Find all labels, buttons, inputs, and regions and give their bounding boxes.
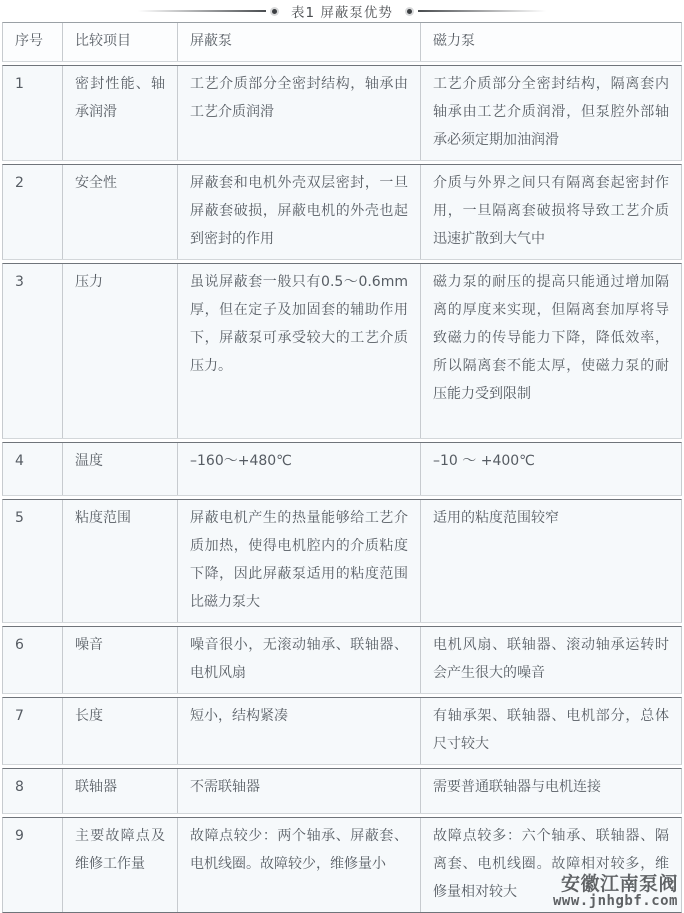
- comparison-item-cell: 粘度范围: [63, 500, 178, 622]
- magnetic-pump-cell: 电机风扇、联轴器、滚动轴承运转时会产生很大的噪音: [433, 636, 669, 681]
- magnetic-pump-cell: 有轴承架、联轴器、电机部分，总体尺寸较大: [433, 707, 669, 752]
- header-magnetic-pump: 磁力泵: [433, 33, 475, 49]
- table-row: [2, 164, 682, 260]
- page-title: 表1 屏蔽泵优势: [291, 5, 393, 21]
- table-row: [2, 768, 682, 814]
- table-row: [2, 65, 682, 161]
- canned-pump-cell: 工艺介质部分全密封结构，轴承由工艺介质润滑: [178, 66, 421, 160]
- canned-pump-cell: –160～+480℃: [178, 443, 421, 495]
- comparison-item-cell: 噪音: [63, 627, 178, 693]
- canned-pump-cell: 屏蔽电机产生的热量能够给工艺介质加热，使得电机腔内的介质粘度下降，因此屏蔽泵适用的粘度范围比磁力泵大: [178, 500, 421, 622]
- comparison-item-cell: 压力: [63, 264, 178, 438]
- table-row: [2, 817, 682, 913]
- title-dot-left-icon: [272, 9, 277, 14]
- row-number-cell: 8: [3, 769, 63, 813]
- table-row: [2, 499, 682, 623]
- watermark-url: www.jnhgbf.com: [552, 893, 678, 910]
- table-title-bar: [2, 0, 682, 22]
- comparison-item-cell: 密封性能、轴承润滑: [63, 66, 178, 160]
- magnetic-pump-cell: 介质与外界之间只有隔离套起密封作用，一旦隔离套破损将导致工艺介质迅速扩散到大气中: [433, 174, 669, 247]
- comparison-item-cell: 温度: [63, 443, 178, 495]
- comparison-item-cell: 长度: [63, 698, 178, 764]
- canned-pump-cell: 故障点较少：两个轴承、屏蔽套、电机线圈。故障较少，维修量小: [178, 818, 421, 912]
- magnetic-pump-cell: 适用的粘度范围较窄: [433, 509, 559, 526]
- table-row: [2, 697, 682, 765]
- header-item: 比较项目: [63, 23, 178, 61]
- title-rule-left: [138, 10, 266, 12]
- table-row: [2, 626, 682, 694]
- comparison-item-cell: 联轴器: [63, 769, 178, 813]
- comparison-table: [2, 22, 682, 913]
- row-number-cell: 3: [3, 264, 63, 438]
- title-rule-right: [418, 10, 546, 12]
- canned-pump-cell: 短小，结构紧凑: [178, 698, 421, 764]
- row-number-cell: 4: [3, 443, 63, 495]
- header-canned-pump: 屏蔽泵: [178, 23, 421, 61]
- canned-pump-cell: 噪音很小，无滚动轴承、联轴器、电机风扇: [178, 627, 421, 693]
- title-dot-right-icon: [407, 9, 412, 14]
- canned-pump-cell: 屏蔽套和电机外壳双层密封，一旦屏蔽套破损，屏蔽电机的外壳也起到密封的作用: [178, 165, 421, 259]
- row-number-cell: 6: [3, 627, 63, 693]
- canned-pump-cell: 不需联轴器: [178, 769, 421, 813]
- magnetic-pump-cell: 需要普通联轴器与电机连接: [433, 778, 601, 795]
- table-header-row: [2, 22, 682, 62]
- comparison-item-cell: 安全性: [63, 165, 178, 259]
- row-number-cell: 2: [3, 165, 63, 259]
- comparison-item-cell: 主要故障点及维修工作量: [63, 818, 178, 912]
- header-number: 序号: [3, 23, 63, 61]
- row-number-cell: 1: [3, 66, 63, 160]
- row-number-cell: 7: [3, 698, 63, 764]
- magnetic-pump-cell: –10 ～ +400℃: [433, 452, 535, 469]
- row-number-cell: 5: [3, 500, 63, 622]
- row-number-cell: 9: [3, 818, 63, 912]
- magnetic-pump-cell: 工艺介质部分全密封结构，隔离套内轴承由工艺介质润滑，但泵腔外部轴承必须定期加油润滑: [433, 75, 669, 148]
- canned-pump-cell: 虽说屏蔽套一般只有0.5～0.6mm厚，但在定子及加固套的辅助作用下，屏蔽泵可承受较大的工艺介质压力。: [178, 264, 421, 438]
- magnetic-pump-cell: 故障点较多：六个轴承、联轴器、隔离套、电机线圈。故障相对较多，维修量相对较大: [433, 827, 669, 900]
- table-row: [2, 263, 682, 439]
- table-row: [2, 442, 682, 496]
- watermark-company-name: 安徽江南泵阀: [560, 872, 678, 895]
- magnetic-pump-cell: 磁力泵的耐压的提高只能通过增加隔离的厚度来实现，但隔离套加厚将导致磁力的传导能力下降，降低效率，所以隔离套不能太厚，使磁力泵的耐压能力受到限制: [433, 273, 669, 402]
